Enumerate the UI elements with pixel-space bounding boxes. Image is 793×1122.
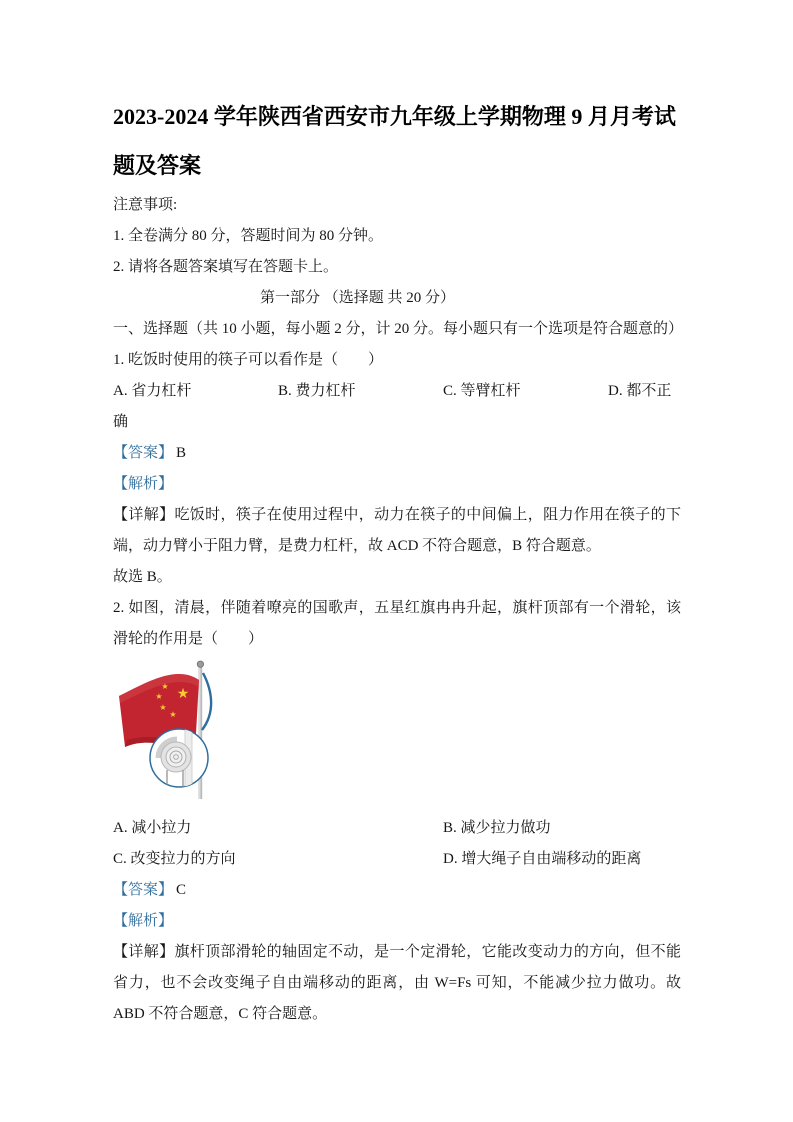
question1-analysis-line xyxy=(113,469,681,500)
question1-stem: 1. 吃饭时使用的筷子可以看作是（ ） xyxy=(113,352,384,368)
pulley-inset-icon xyxy=(150,728,208,788)
question1-conclusion: 故选 B。 xyxy=(113,569,172,585)
question1-option-d: D. 都不正确 xyxy=(113,383,672,430)
analysis-label: 【解析】 xyxy=(113,476,174,492)
small-star-icon: ★ xyxy=(155,692,163,701)
notes-heading: 注意事项: xyxy=(113,197,178,213)
small-star-icon: ★ xyxy=(161,682,169,691)
question2-option-a: A. 减小拉力 xyxy=(113,820,192,836)
note-item-1: 1. 全卷满分 80 分，答题时间为 80 分钟。 xyxy=(113,228,384,244)
exam-title: 2023-2024 学年陕西省西安市九年级上学期物理 9 月月考试题及答案 xyxy=(113,104,676,178)
question1-answer: B xyxy=(176,445,187,461)
flag-pulley-illustration xyxy=(115,658,240,811)
question2-detail: 【详解】旗杆顶部滑轮的轴固定不动，是一个定滑轮，它能改变动力的方向，但不能省力，也不会改变绳子自由端移动的距离，由 W=Fs 可知，不能减少拉力做功。故 ABD 不符合题意，C 符合题意。 xyxy=(113,944,681,1022)
question2-option-c: C. 改变拉力的方向 xyxy=(113,851,236,867)
question2-option-d: D. 增大绳子自由端移动的距离 xyxy=(443,851,642,867)
question2-option-b: B. 减少拉力做功 xyxy=(443,820,551,836)
magnifier-callout-arc xyxy=(202,673,211,730)
section-heading: 第一部分 （选择题 共 20 分） xyxy=(260,290,456,306)
question1-options xyxy=(113,376,681,438)
question1-option-c: C. 等臂杠杆 xyxy=(443,383,521,399)
analysis-label: 【解析】 xyxy=(113,913,174,929)
small-star-icon: ★ xyxy=(169,710,177,719)
question2-options-row1 xyxy=(113,813,681,844)
large-star-icon: ★ xyxy=(176,687,190,702)
question2-stem: 2. 如图，清晨，伴随着嘹亮的国歌声，五星红旗冉冉升起，旗杆顶部有一个滑轮，该滑轮的作用是（ ） xyxy=(113,600,681,647)
note-item-2: 2. 请将各题答案填写在答题卡上。 xyxy=(113,259,339,275)
question1-option-b: B. 费力杠杆 xyxy=(278,383,356,399)
question2-answer: C xyxy=(176,882,187,898)
question2-analysis-line xyxy=(113,906,681,937)
question1-detail: 【详解】吃饭时，筷子在使用过程中，动力在筷子的中间偏上，阻力作用在筷子的下端，动力臂小于阻力臂，是费力杠杆，故 ACD 不符合题意，B 符合题意。 xyxy=(113,507,681,554)
question2-figure xyxy=(115,658,681,811)
section-intro: 一、选择题（共 10 小题，每小题 2 分，计 20 分。每小题只有一个选项是符合题意的） xyxy=(113,321,684,337)
question2-options-row2 xyxy=(113,844,681,875)
small-star-icon: ★ xyxy=(159,703,167,712)
answer-label: 【答案】 xyxy=(113,445,174,461)
answer-label: 【答案】 xyxy=(113,882,174,898)
question1-option-a: A. 省力杠杆 xyxy=(113,383,192,399)
question2-answer-line xyxy=(113,875,681,906)
question1-answer-line xyxy=(113,438,681,469)
